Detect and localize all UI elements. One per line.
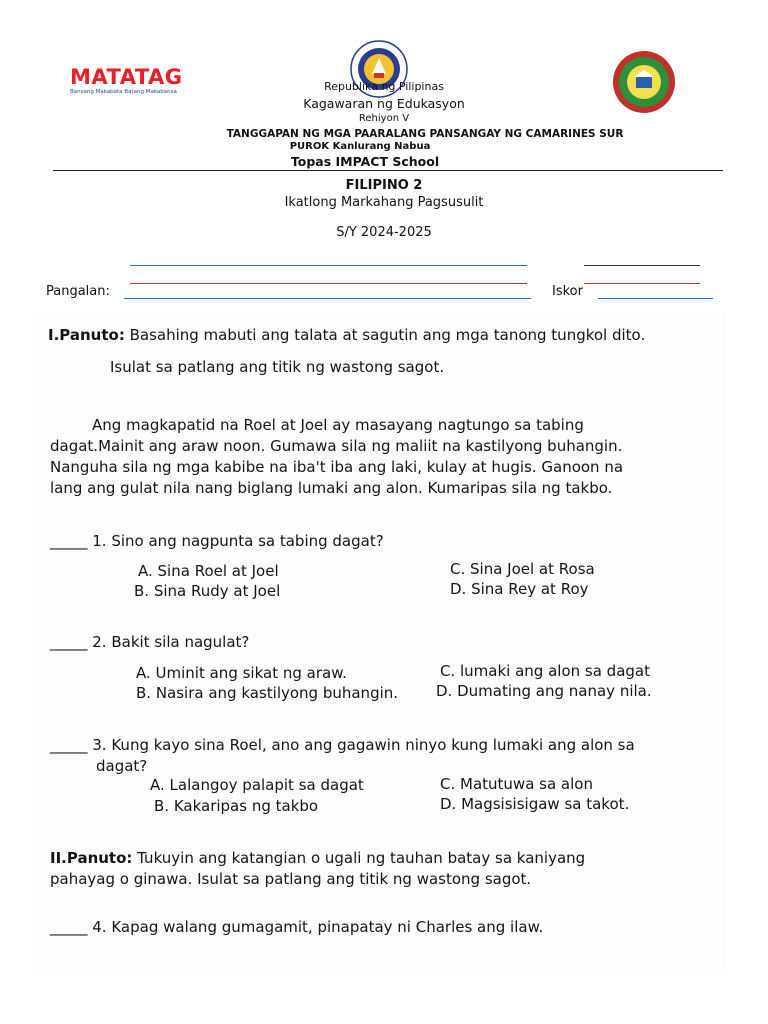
question-1: [50, 532, 384, 550]
question-text: 1. Sino ang nagpunta sa tabing dagat?: [87, 532, 384, 550]
section2-label: II.Panuto:: [50, 849, 133, 867]
form-line: [584, 283, 700, 284]
exam-title: Ikatlong Markahang Pagsusulit: [284, 195, 484, 210]
choice-d: D. Sina Rey at Roy: [450, 580, 589, 598]
choice-b: B. Nasira ang kastilyong buhangin.: [136, 684, 399, 702]
passage-line: lang ang gulat nila nang biglang lumaki ang alon. Kumaripas sila ng takbo.: [50, 479, 613, 497]
form-line: [130, 265, 527, 266]
header-divider: [53, 170, 723, 171]
district-line: PUROK Kanlurang Nabua: [289, 141, 431, 152]
choice-c: C. Sina Joel at Rosa: [450, 560, 595, 578]
school-name: Topas IMPACT School: [290, 154, 440, 169]
matatag-tagline: Bansang Makabata Batang Makabansa: [70, 89, 177, 95]
choice-b: B. Kakaripas ng takbo: [154, 797, 319, 815]
republic-line: Republika ng Pilipinas: [324, 80, 444, 93]
question-text: 4. Kapag walang gumagamit, pinapatay ni Charles ang ilaw.: [87, 918, 544, 936]
department-line: Kagawaran ng Edukasyon: [303, 96, 465, 111]
score-field[interactable]: [598, 298, 713, 299]
choice-b: B. Sina Rudy at Joel: [134, 582, 281, 600]
name-field[interactable]: [124, 298, 531, 299]
office-line: TANGGAPAN NG MGA PAARALANG PANSANGAY NG CAMARINES SUR: [226, 128, 624, 140]
question-4: [50, 918, 543, 936]
section2-directions: [50, 849, 585, 867]
passage-line: Nanguha sila ng mga kabibe na iba't iba ang laki, kulay at hugis. Ganoon na: [50, 458, 624, 476]
answer-blank[interactable]: _____: [50, 532, 88, 550]
choice-d: D. Dumating ang nanay nila.: [436, 682, 652, 700]
school-year: S/Y 2024-2025: [336, 225, 432, 240]
choice-d: D. Magsisisigaw sa takot.: [440, 795, 630, 813]
choice-c: C. Matutuwa sa alon: [440, 775, 593, 793]
name-label: Pangalan:: [46, 284, 110, 299]
form-line: [584, 265, 700, 266]
answer-blank[interactable]: _____: [50, 736, 88, 754]
question-text: 2. Bakit sila nagulat?: [87, 633, 250, 651]
form-line: [130, 283, 527, 284]
passage-line: Ang magkapatid na Roel at Joel ay masayang nagtungo sa tabing: [92, 416, 584, 434]
choice-a: A. Sina Roel at Joel: [138, 562, 279, 580]
section1-instruction-2: Isulat sa patlang ang titik ng wastong sagot.: [110, 358, 445, 376]
passage-line: dagat.Mainit ang araw noon. Gumawa sila ng maliit na kastilyong buhangin.: [50, 437, 623, 455]
question-3-continued: dagat?: [96, 757, 148, 775]
section1-directions: [48, 326, 645, 344]
answer-blank[interactable]: _____: [50, 633, 88, 651]
choice-a: A. Lalangoy palapit sa dagat: [150, 776, 364, 794]
section2-instruction-2: pahayag o ginawa. Isulat sa patlang ang titik ng wastong sagot.: [50, 870, 532, 888]
matatag-wordmark: MATATAG: [70, 65, 183, 89]
question-2: [50, 633, 249, 651]
section2-instruction: Tukuyin ang katangian o ugali ng tauhan batay sa kaniyang: [132, 849, 586, 867]
score-label: Iskor: [552, 284, 583, 299]
section1-label: I.Panuto:: [48, 326, 125, 344]
exam-subject: FILIPINO 2: [345, 178, 423, 193]
choice-a: A. Uminit ang sikat ng araw.: [136, 664, 347, 682]
question-3: [50, 736, 635, 754]
question-text: 3. Kung kayo sina Roel, ano ang gagawin ninyo kung lumaki ang alon sa: [87, 736, 635, 754]
choice-c: C. lumaki ang alon sa dagat: [440, 662, 650, 680]
answer-blank[interactable]: _____: [50, 918, 88, 936]
section1-instruction: Basahing mabuti ang talata at sagutin ang mga tanong tungkol dito.: [124, 326, 646, 344]
region-line: Rehiyon V: [358, 113, 410, 124]
school-seal-icon: [612, 50, 676, 114]
